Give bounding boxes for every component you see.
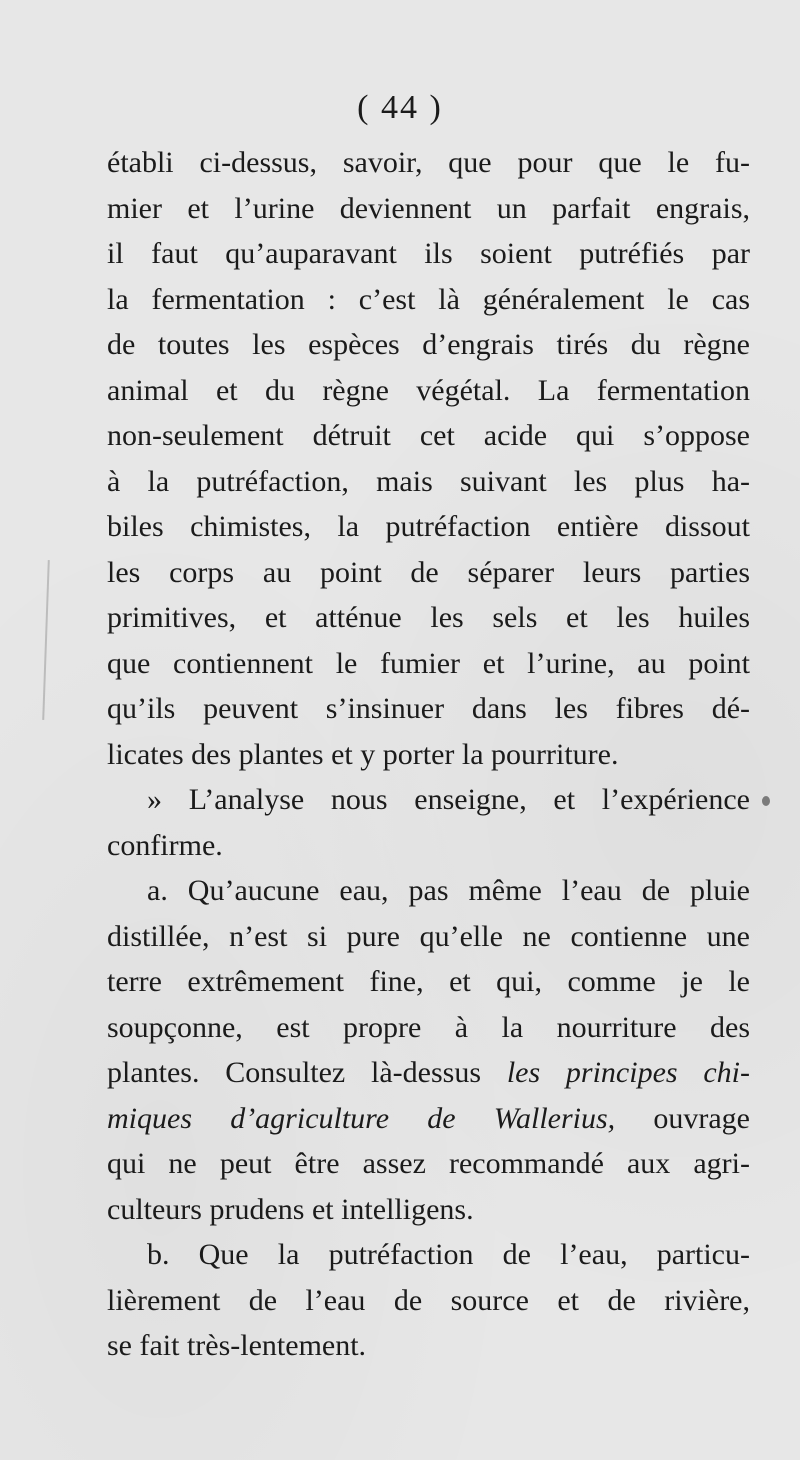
- text-fragment: plantes. Consultez là-dessus: [107, 1056, 482, 1089]
- book-title-fragment: miques d’agriculture de Wallerius,: [107, 1101, 616, 1135]
- text-line: établi ci-dessus, savoir, que pour que le fu-: [107, 146, 750, 179]
- list-item-a: a. Qu’aucune eau, pas même l’eau de pluie: [147, 874, 750, 907]
- text-line: non-seulement détruit cet acide qui s’oppose: [107, 419, 750, 452]
- text-line: primitives, et atténue les sels et les huiles: [107, 601, 750, 634]
- mixed-line: [107, 1050, 750, 1096]
- text-line: culteurs prudens et intelligens.: [107, 1192, 474, 1226]
- body-text: [107, 140, 750, 1369]
- text-line: qui ne peut être assez recommandé aux agri-: [107, 1147, 750, 1180]
- page-number: ( 44 ): [357, 89, 443, 126]
- text-line: terre extrêmement fine, et qui, comme je le: [107, 965, 750, 998]
- text-line: que contiennent le fumier et l’urine, au point: [107, 646, 750, 680]
- text-line: animal et du règne végétal. La fermentation: [107, 373, 750, 407]
- book-title-fragment: les principes chi-: [506, 1056, 750, 1089]
- text-line: lièrement de l’eau de source et de rivière,: [107, 1283, 750, 1317]
- mixed-line: [107, 1096, 750, 1142]
- quote-line: » L’analyse nous enseigne, et l’expérience: [147, 783, 750, 816]
- text-line: confirme.: [107, 828, 223, 862]
- text-line: mier et l’urine deviennent un parfait engrais,: [107, 191, 750, 225]
- text-line: licates des plantes et y porter la pourriture.: [107, 737, 619, 771]
- text-line: distillée, n’est si pure qu’elle ne contienne une: [107, 919, 750, 953]
- text-fragment: ouvrage: [653, 1101, 750, 1135]
- text-line: il faut qu’auparavant ils soient putréfiés par: [107, 237, 750, 270]
- text-line: la fermentation : c’est là généralement le cas: [107, 282, 750, 316]
- list-item-b: b. Que la putréfaction de l’eau, particu-: [147, 1238, 750, 1271]
- text-line: soupçonne, est propre à la nourriture des: [107, 1010, 750, 1044]
- text-line: biles chimistes, la putréfaction entière dissout: [107, 510, 750, 543]
- text-line: les corps au point de séparer leurs parties: [107, 555, 750, 589]
- text-line: de toutes les espèces d’engrais tirés du règne: [107, 328, 750, 361]
- text-line: à la putréfaction, mais suivant les plus ha-: [107, 464, 750, 498]
- text-line: se fait très-lentement.: [107, 1329, 367, 1362]
- text-line: qu’ils peuvent s’insinuer dans les fibres dé-: [107, 692, 750, 725]
